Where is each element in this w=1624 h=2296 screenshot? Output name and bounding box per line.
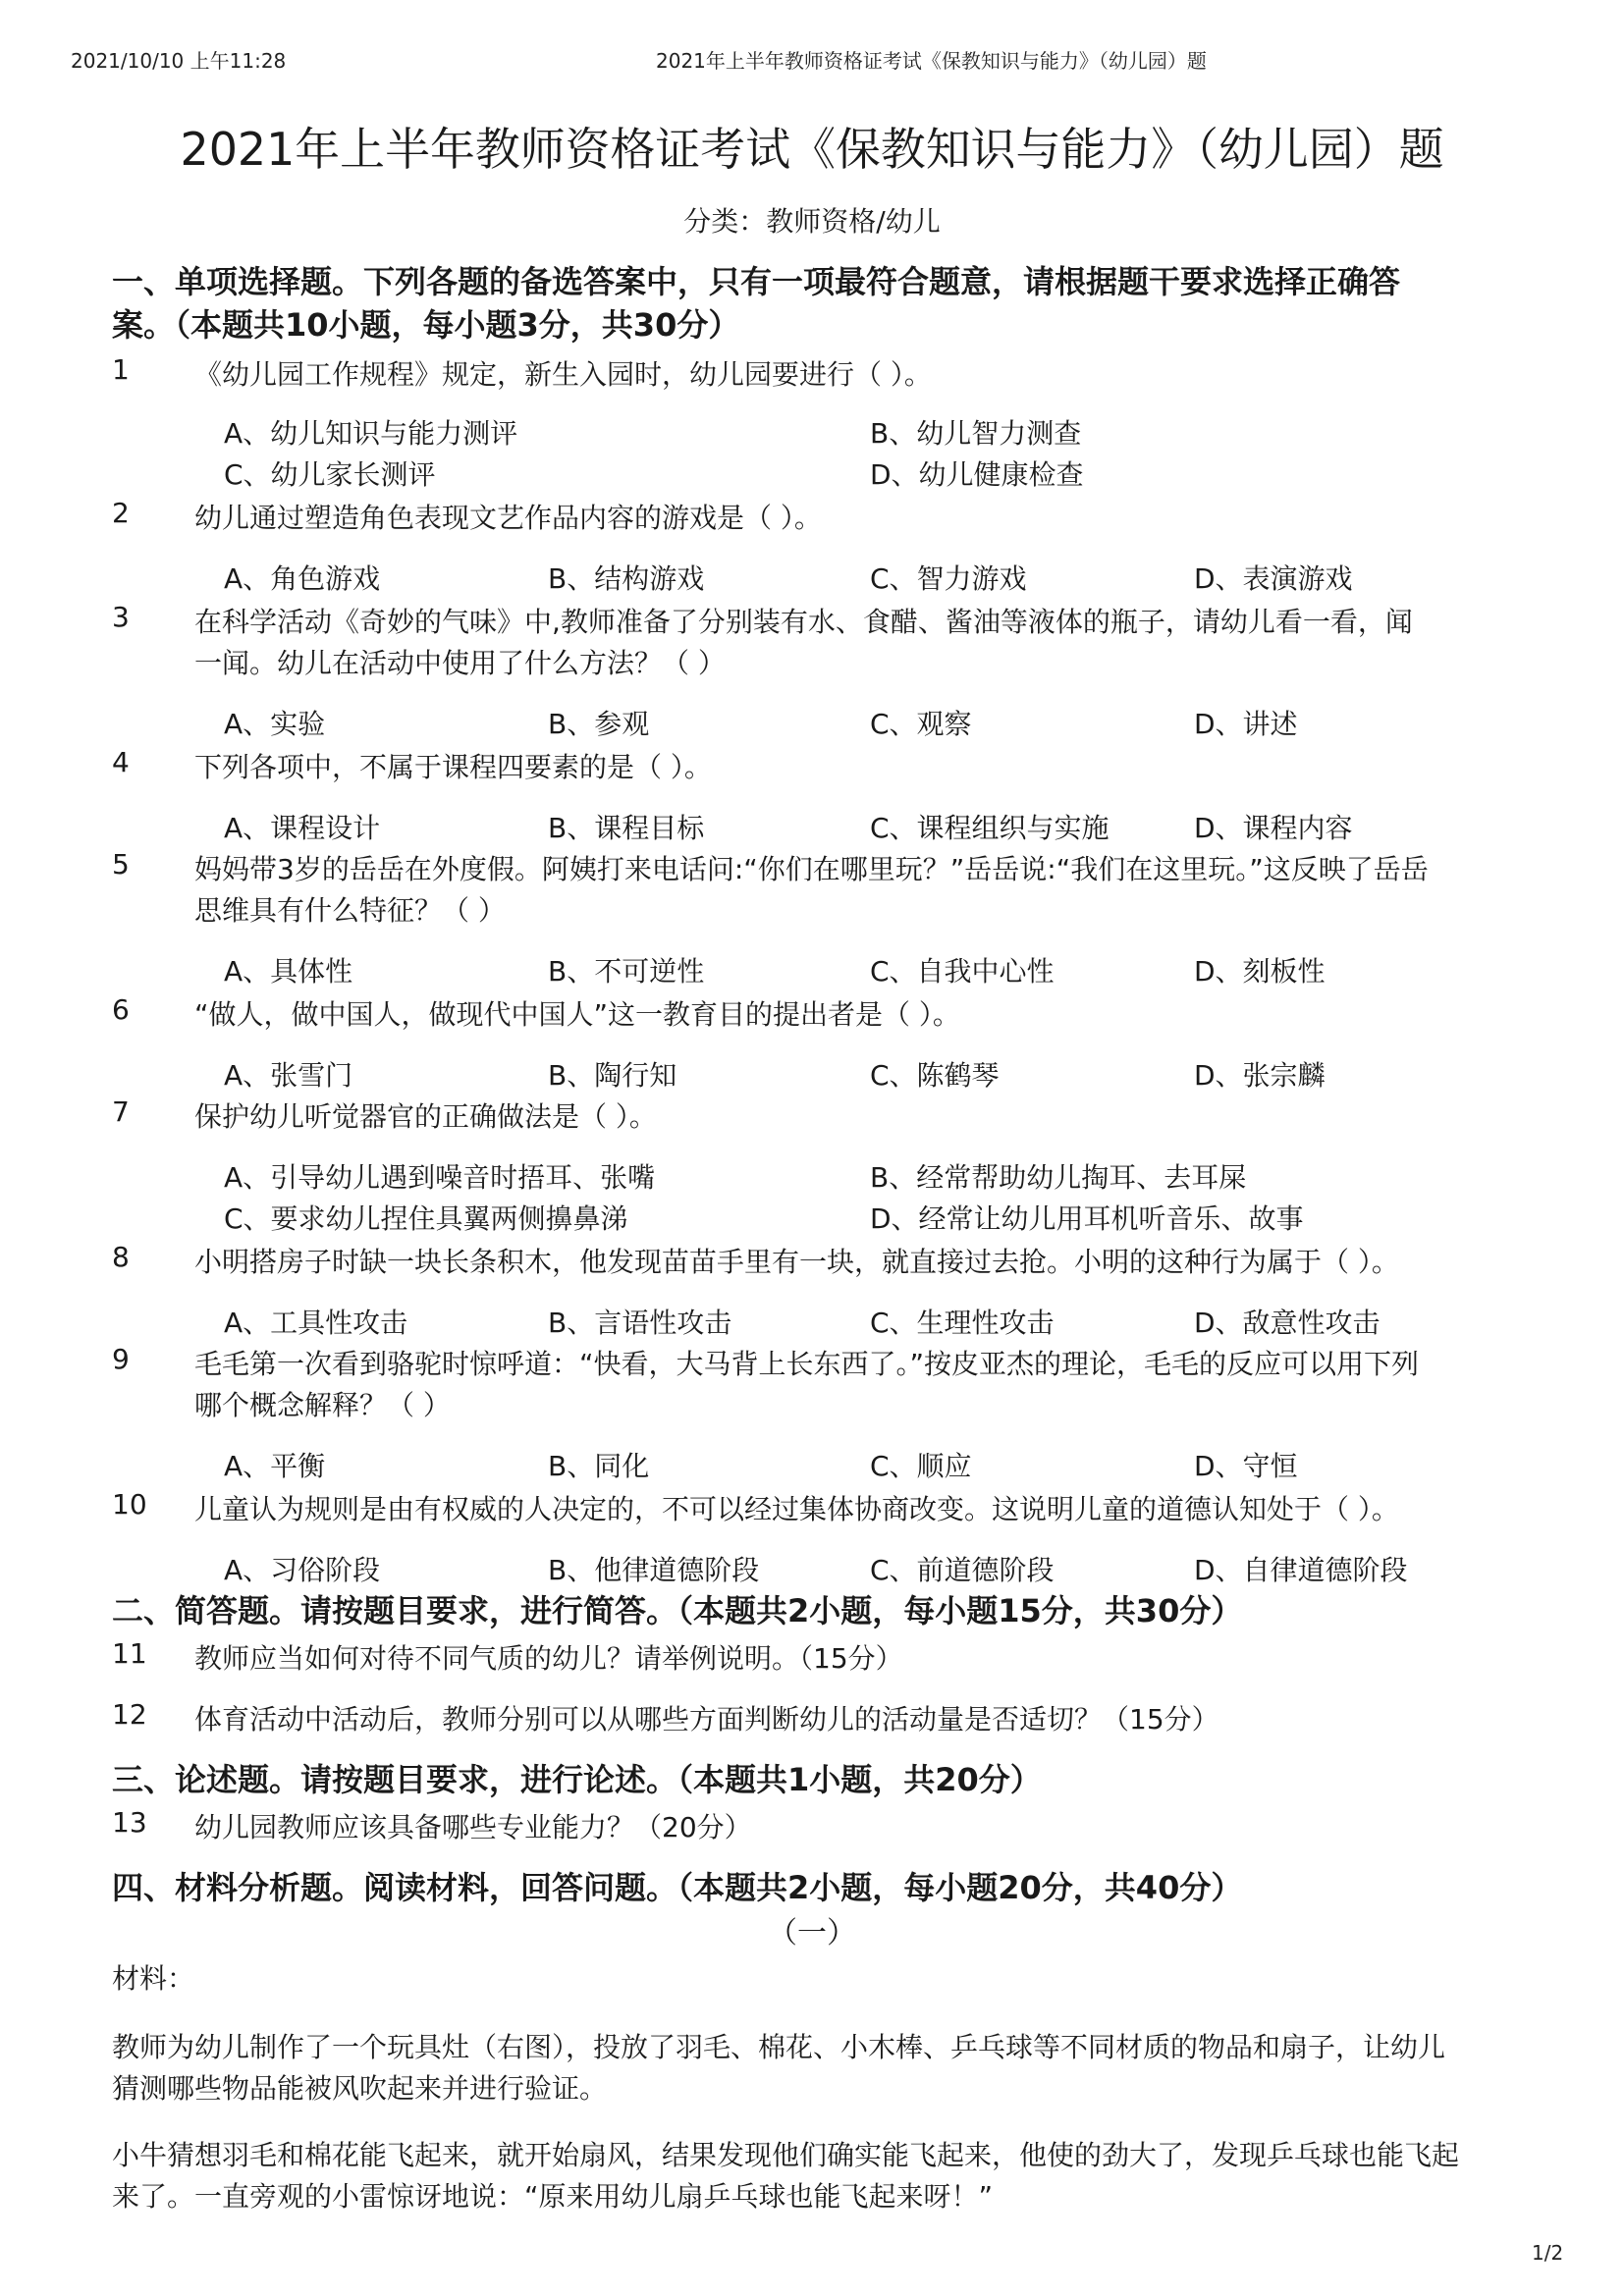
question-number: 9 xyxy=(112,1343,130,1375)
section-4-heading: 四、材料分析题。阅读材料，回答问题。（本题共2小题，每小题20分，共40分） xyxy=(112,1869,1243,1906)
material-paragraph-1-cont: 猜测哪些物品能被风吹起来并进行验证。 xyxy=(112,2072,608,2105)
option-d: D、刻板性 xyxy=(1194,955,1326,988)
question-text: 下列各项中，不属于课程四要素的是（ ）。 xyxy=(194,751,712,783)
option-c: C、要求幼儿捏住具翼两侧擤鼻涕 xyxy=(224,1202,628,1235)
page-title: 2021年上半年教师资格证考试《保教知识与能力》（幼儿园）题 xyxy=(180,123,1444,176)
option-d: D、经常让幼儿用耳机听音乐、故事 xyxy=(870,1202,1304,1235)
option-d: D、守恒 xyxy=(1194,1450,1298,1482)
question-text: 毛毛第一次看到骆驼时惊呼道：“快看，大马背上长东西了。”按皮亚杰的理论，毛毛的反应可以用下列 xyxy=(194,1348,1420,1380)
material-label: 材料： xyxy=(112,1962,195,1995)
question-number: 5 xyxy=(112,848,130,881)
option-b: B、他律道德阶段 xyxy=(548,1554,760,1586)
question-number: 10 xyxy=(112,1488,147,1521)
question-text: 妈妈带3岁的岳岳在外度假。阿姨打来电话问:“你们在哪里玩？”岳岳说:“我们在这里玩。”这反映了岳岳 xyxy=(194,853,1429,885)
question-number: 3 xyxy=(112,601,130,633)
option-c: C、课程组织与实施 xyxy=(870,812,1110,844)
option-b: B、参观 xyxy=(548,708,650,740)
question-number: 4 xyxy=(112,746,130,778)
page-number: 1/2 xyxy=(1532,2241,1564,2265)
option-a: A、引导幼儿遇到噪音时捂耳、张嘴 xyxy=(224,1161,656,1194)
option-a: A、平衡 xyxy=(224,1450,326,1482)
option-d: D、敌意性攻击 xyxy=(1194,1307,1380,1339)
section-3-heading: 三、论述题。请按题目要求，进行论述。（本题共1小题，共20分） xyxy=(112,1761,1042,1798)
option-d: D、表演游戏 xyxy=(1194,562,1353,595)
question-text: 在科学活动《奇妙的气味》中,教师准备了分别装有水、食醋、酱油等液体的瓶子，请幼儿看一看，闻 xyxy=(194,606,1413,638)
option-b: B、言语性攻击 xyxy=(548,1307,732,1339)
question-text: 《幼儿园工作规程》规定，新生入园时，幼儿园要进行（ ）。 xyxy=(194,358,932,391)
option-b: B、经常帮助幼儿掏耳、去耳屎 xyxy=(870,1161,1247,1194)
option-a: A、实验 xyxy=(224,708,326,740)
question-number: 6 xyxy=(112,993,130,1026)
option-d: D、课程内容 xyxy=(1194,812,1353,844)
option-c: C、自我中心性 xyxy=(870,955,1055,988)
print-timestamp: 2021/10/10 上午11:28 xyxy=(71,49,287,73)
question-text-cont: 一闻。幼儿在活动中使用了什么方法？（ ） xyxy=(194,647,726,679)
option-a: A、习俗阶段 xyxy=(224,1554,381,1586)
question-text: 体育活动中活动后，教师分别可以从哪些方面判断幼儿的活动量是否适切？（15分） xyxy=(194,1703,1219,1735)
question-text-cont: 思维具有什么特征？（ ） xyxy=(194,894,506,927)
option-c: C、观察 xyxy=(870,708,972,740)
section-2-heading: 二、简答题。请按题目要求，进行简答。（本题共2小题，每小题15分，共30分） xyxy=(112,1592,1243,1629)
material-paragraph-2: 小牛猜想羽毛和棉花能飞起来，就开始扇风，结果发现他们确实能飞起来，他使的劲大了，发现乒乓球也能飞起 xyxy=(112,2139,1460,2171)
question-number: 8 xyxy=(112,1241,130,1273)
question-text: 小明搭房子时缺一块长条积木，他发现苗苗手里有一块，就直接过去抢。小明的这种行为属于（ ）。 xyxy=(194,1246,1399,1278)
question-number: 12 xyxy=(112,1698,147,1731)
question-text: 保护幼儿听觉器官的正确做法是（ ）。 xyxy=(194,1100,657,1133)
question-number: 11 xyxy=(112,1637,147,1670)
option-a: A、角色游戏 xyxy=(224,562,381,595)
question-text: 教师应当如何对待不同气质的幼儿？请举例说明。（15分） xyxy=(194,1642,903,1675)
material-subheading: （一） xyxy=(768,1916,856,1950)
option-a: A、课程设计 xyxy=(224,812,381,844)
question-number: 1 xyxy=(112,353,130,386)
option-a: A、幼儿知识与能力测评 xyxy=(224,417,518,450)
option-c: C、生理性攻击 xyxy=(870,1307,1055,1339)
option-d: D、讲述 xyxy=(1194,708,1298,740)
section-1-heading-cont: 案。（本题共10小题，每小题3分，共30分） xyxy=(112,306,740,344)
question-text-cont: 哪个概念解释？（ ） xyxy=(194,1389,451,1421)
question-number: 2 xyxy=(112,497,130,529)
option-b: B、结构游戏 xyxy=(548,562,705,595)
doc-category: 分类：教师资格/幼儿 xyxy=(683,205,941,238)
option-b: B、课程目标 xyxy=(548,812,705,844)
option-c: C、幼儿家长测评 xyxy=(224,458,436,491)
option-c: C、顺应 xyxy=(870,1450,972,1482)
option-c: C、前道德阶段 xyxy=(870,1554,1055,1586)
question-text: 幼儿园教师应该具备哪些专业能力？（20分） xyxy=(194,1811,752,1843)
option-a: A、具体性 xyxy=(224,955,353,988)
option-c: C、陈鹤琴 xyxy=(870,1059,1000,1092)
option-b: B、同化 xyxy=(548,1450,650,1482)
question-number: 7 xyxy=(112,1095,130,1128)
question-text: 儿童认为规则是由有权威的人决定的，不可以经过集体协商改变。这说明儿童的道德认知处于（ ）。 xyxy=(194,1493,1399,1525)
print-doc-name: 2021年上半年教师资格证考试《保教知识与能力》（幼儿园）题 xyxy=(656,49,1207,73)
option-b: B、陶行知 xyxy=(548,1059,677,1092)
material-paragraph-2-cont: 来了。一直旁观的小雷惊讶地说：“原来用幼儿扇乒乓球也能飞起来呀！” xyxy=(112,2180,994,2213)
option-a: A、张雪门 xyxy=(224,1059,353,1092)
option-b: B、不可逆性 xyxy=(548,955,705,988)
question-text: 幼儿通过塑造角色表现文艺作品内容的游戏是（ ）。 xyxy=(194,502,822,534)
option-d: D、自律道德阶段 xyxy=(1194,1554,1408,1586)
question-text: “做人，做中国人，做现代中国人”这一教育目的提出者是（ ）。 xyxy=(194,998,960,1031)
section-1-heading: 一、单项选择题。下列各题的备选答案中，只有一项最符合题意，请根据题干要求选择正确答 xyxy=(112,263,1401,300)
option-b: B、幼儿智力测查 xyxy=(870,417,1082,450)
option-d: D、张宗麟 xyxy=(1194,1059,1326,1092)
option-a: A、工具性攻击 xyxy=(224,1307,408,1339)
option-c: C、智力游戏 xyxy=(870,562,1027,595)
material-paragraph-1: 教师为幼儿制作了一个玩具灶（右图），投放了羽毛、棉花、小木棒、乒乓球等不同材质的物品和扇子，让幼儿 xyxy=(112,2031,1446,2063)
question-number: 13 xyxy=(112,1806,147,1839)
option-d: D、幼儿健康检查 xyxy=(870,458,1084,491)
